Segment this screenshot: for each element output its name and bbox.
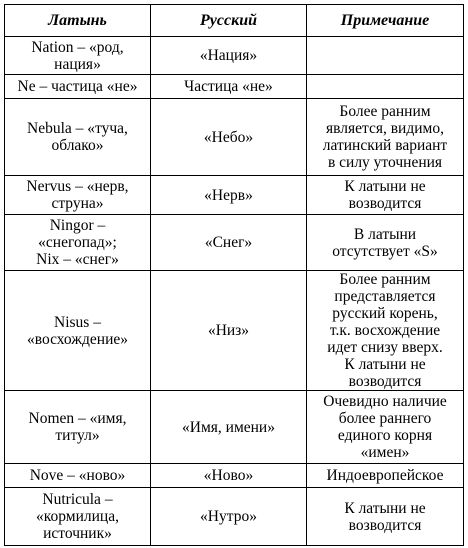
cell-line: Nebula – «туча, bbox=[27, 120, 128, 137]
etymology-table bbox=[4, 4, 464, 546]
cell-russian bbox=[151, 37, 307, 75]
cell-note bbox=[307, 75, 464, 99]
cell-russian bbox=[151, 99, 307, 176]
cell-line: В латыни bbox=[353, 225, 417, 243]
cell-line: Ningor – bbox=[49, 217, 106, 234]
cell-note bbox=[307, 176, 464, 215]
cell-line: Очевидно наличие bbox=[323, 393, 447, 410]
cell-latin bbox=[5, 99, 151, 176]
table-row bbox=[5, 391, 464, 464]
cell-line: «имен» bbox=[360, 444, 410, 461]
cell-note bbox=[307, 271, 464, 391]
header-note: Примечание bbox=[307, 5, 464, 37]
cell-line: «снегопад»; bbox=[38, 234, 117, 251]
cell-line: Nix – «снег» bbox=[36, 251, 119, 268]
cell-line: нация» bbox=[54, 55, 101, 73]
table-row bbox=[5, 215, 464, 271]
cell-line: «Нерв» bbox=[204, 186, 253, 204]
cell-line: Частица «не» bbox=[184, 78, 273, 95]
cell-latin bbox=[5, 215, 151, 271]
cell-line: более раннего bbox=[338, 410, 432, 427]
cell-line: отсутствует «S» bbox=[332, 242, 438, 260]
cell-line: К латыни не bbox=[344, 499, 426, 517]
cell-line: представляется bbox=[334, 288, 436, 305]
cell-line: латинский вариант bbox=[322, 137, 448, 154]
cell-note bbox=[307, 464, 464, 488]
cell-line: Более ранним bbox=[339, 103, 431, 120]
cell-line: струна» bbox=[51, 195, 104, 212]
cell-line: титул» bbox=[55, 427, 100, 444]
cell-russian bbox=[151, 176, 307, 215]
cell-line: Индоевропейское bbox=[326, 467, 444, 484]
cell-latin bbox=[5, 391, 151, 464]
cell-line: является, видимо, bbox=[326, 120, 444, 137]
cell-line: «восхождение» bbox=[27, 330, 128, 348]
cell-line: возводится bbox=[348, 516, 422, 534]
table-row bbox=[5, 75, 464, 99]
header-latin: Латынь bbox=[5, 5, 151, 37]
cell-russian bbox=[151, 215, 307, 271]
cell-note bbox=[307, 99, 464, 176]
cell-note bbox=[307, 215, 464, 271]
cell-line: Ne – частица «не» bbox=[17, 78, 138, 95]
cell-line: Более ранним bbox=[339, 271, 431, 288]
cell-latin bbox=[5, 464, 151, 488]
table-row bbox=[5, 464, 464, 488]
cell-line: «Снег» bbox=[204, 234, 253, 251]
cell-line: русский корень, bbox=[332, 305, 438, 322]
cell-latin bbox=[5, 488, 151, 546]
cell-line: Nomen – «имя, bbox=[28, 410, 127, 427]
table-row bbox=[5, 271, 464, 391]
cell-line: облако» bbox=[51, 137, 104, 154]
table-row bbox=[5, 99, 464, 176]
cell-line: идет снизу вверх. bbox=[327, 339, 443, 356]
cell-russian bbox=[151, 75, 307, 99]
cell-line: источник» bbox=[43, 525, 112, 542]
table-row bbox=[5, 488, 464, 546]
cell-line: «Ново» bbox=[203, 467, 254, 484]
header-row bbox=[5, 5, 464, 37]
cell-line: «Имя, имени» bbox=[182, 418, 275, 436]
cell-line: в силу уточнения bbox=[327, 154, 443, 171]
cell-latin bbox=[5, 271, 151, 391]
cell-line: «Нация» bbox=[199, 47, 258, 64]
cell-russian bbox=[151, 464, 307, 488]
cell-line: единого корня bbox=[337, 427, 433, 444]
cell-line: Nervus – «нерв, bbox=[26, 178, 129, 195]
cell-russian bbox=[151, 391, 307, 464]
cell-russian bbox=[151, 271, 307, 391]
cell-latin bbox=[5, 75, 151, 99]
header-russian: Русский bbox=[151, 5, 307, 37]
table-row bbox=[5, 176, 464, 215]
cell-line: Nation – «род, bbox=[31, 38, 124, 56]
cell-line: «Небо» bbox=[203, 128, 254, 146]
cell-line: Nutricula – bbox=[42, 491, 113, 508]
cell-russian bbox=[151, 488, 307, 546]
cell-line: «Нутро» bbox=[200, 508, 257, 525]
cell-note bbox=[307, 488, 464, 546]
cell-line: Nisus – bbox=[54, 313, 101, 331]
cell-line: возводится bbox=[348, 373, 422, 390]
cell-latin bbox=[5, 176, 151, 215]
cell-line: Nove – «ново» bbox=[29, 467, 126, 484]
cell-note bbox=[307, 37, 464, 75]
cell-line: т.к. восхождение bbox=[329, 322, 441, 339]
cell-note bbox=[307, 391, 464, 464]
cell-line: К латыни не bbox=[344, 356, 426, 373]
cell-line: К латыни не bbox=[344, 178, 426, 195]
cell-latin bbox=[5, 37, 151, 75]
table-row bbox=[5, 37, 464, 75]
cell-line: «кормилица, bbox=[36, 508, 119, 525]
cell-line: возводится bbox=[348, 195, 422, 212]
cell-line: «Низ» bbox=[207, 322, 250, 339]
